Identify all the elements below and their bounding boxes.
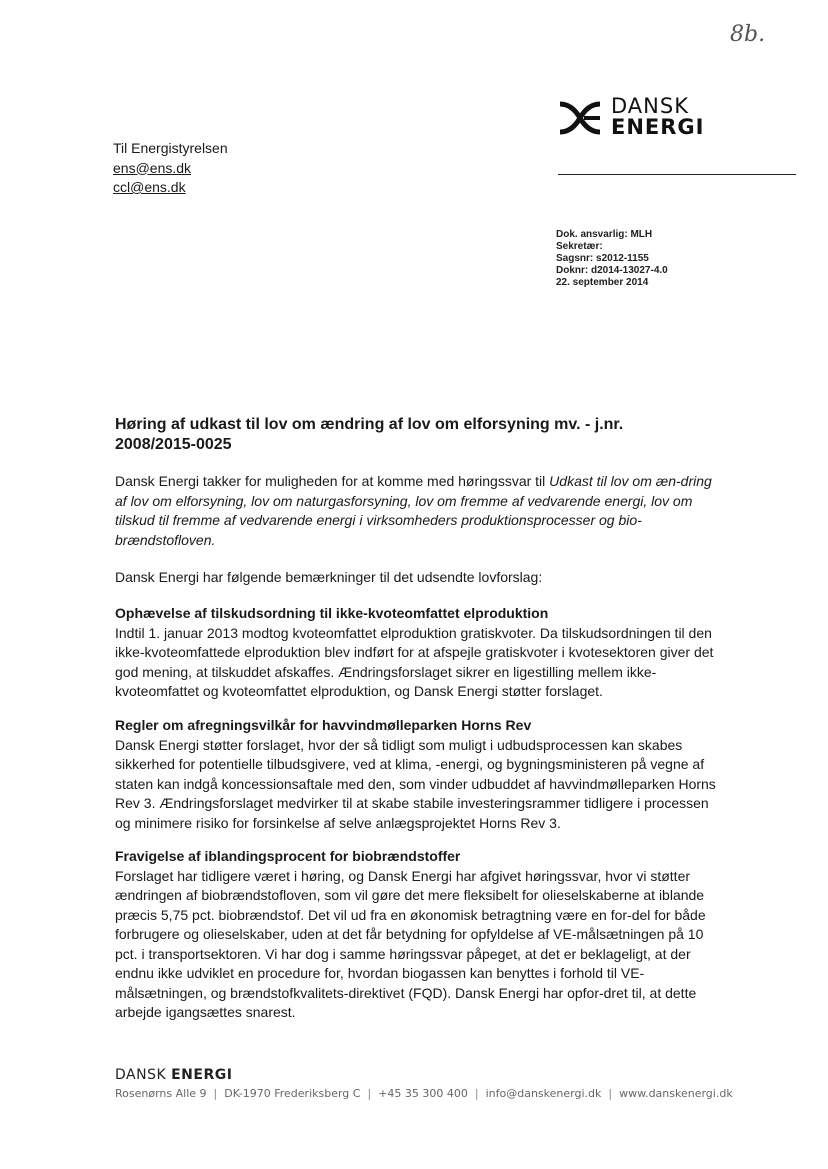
intro-bill-title: Udkast til lov om æn-dring af lov om elforsyning, lov om naturgasforsyning, lov om fremme af vedvarende energi, lov om tilskud til fremme af vedvarende energi i virksomheders produktionsprocesser og bio-brændstofloven. bbox=[115, 473, 712, 548]
footer-city: DK-1970 Frederiksberg C bbox=[224, 1087, 361, 1100]
section-heading: Regler om afregningsvilkår for havvindmølleparken Horns Rev bbox=[115, 717, 532, 733]
logo-mark-icon bbox=[558, 100, 602, 136]
section-heading: Ophævelse af tilskudsordning til ikke-kvoteomfattet elproduktion bbox=[115, 605, 549, 621]
section-text: Forslaget har tidligere været i høring, og Dansk Energi har afgivet høringssvar, hvor vi støtter ændringen af biobrændstofloven, som vil gøre det mere fleksibelt for olieselskaberne at iblande præcis 5,75 pct. biobrændstof. Det vil ud fra en økonomisk betragtning være en for-del for både forbrugere og olieselskaber, uden at det får betydning for opfyldelse af VE-målsætningen på 10 pct. i transportsektoren. Vi har dog i samme høringssvar påpeget, at det er beklageligt, at der endnu ikke udviklet en procedure for, hvordan biogassen kan benyttes i forhold til VE-målsætningen, og brændstofkvalitets-direktivet (FQD). Dansk Energi har opfor-dret til, at dette arbejde igangsættes snarest. bbox=[115, 867, 706, 1020]
logo-word-dansk: DANSK bbox=[611, 94, 689, 118]
doc-responsible: Dok. ansvarlig: MLH bbox=[556, 229, 653, 240]
logo-word-energi: ENERGI bbox=[611, 115, 705, 139]
recipient-cc-email-link[interactable]: ccl@ens.dk bbox=[113, 179, 186, 195]
header-rule bbox=[558, 174, 796, 175]
footer-separator: | bbox=[608, 1087, 613, 1100]
section-quota-subsidy bbox=[115, 604, 723, 702]
footer-brand-light: DANSK bbox=[115, 1067, 167, 1083]
doc-date: 22. september 2014 bbox=[556, 277, 649, 288]
doc-secretary: Sekretær: bbox=[556, 241, 603, 252]
dansk-energi-logo bbox=[558, 94, 705, 142]
footer-separator: | bbox=[213, 1087, 218, 1100]
section-text: Dansk Energi støtter forslaget, hvor der så tidligt som muligt i udbudsprocessen kan skabes sikkerhed for potentielle tilbudsgivere, ved at klima, -energi, og bygningsministeren på vegne af staten kan indgå koncessionsaftale med den, som vinder udbuddet af havvindmølleparken Horns Rev 3. Ændringsforslaget medvirker til at skabe stabile investeringsrammer tidligere i processen og minimere risiko for forsinkelse af selve anlægsprojektet Horns Rev 3. bbox=[115, 736, 716, 831]
section-text: Indtil 1. januar 2013 modtog kvoteomfattet elproduktion gratiskvoter. Da tilskudsordningen til den ikke-kvoteomfattede elproduktion blev indført for at afspejle gratiskvoter i kvotesektoren giver det god mening, at tilskuddet afskaffes. Ændringsforslaget sikrer en ligestilling mellem ikke-kvoteomfattet og kvoteomfattet elproduktion, og Dansk Energi støtter forslaget. bbox=[115, 624, 714, 699]
footer-email[interactable]: info@danskenergi.dk bbox=[485, 1087, 602, 1100]
footer-address: Rosenørns Alle 9 bbox=[115, 1087, 207, 1100]
document-metadata bbox=[556, 229, 668, 289]
intro-lead-text: Dansk Energi takker for muligheden for at komme med høringssvar til bbox=[115, 473, 550, 489]
footer-contact-line bbox=[115, 1087, 733, 1100]
footer-phone: +45 35 300 400 bbox=[378, 1087, 468, 1100]
letter-subject: Høring af udkast til lov om ændring af lov om elforsyning mv. - j.nr. 2008/2015-0025 bbox=[115, 416, 624, 453]
footer-separator: | bbox=[474, 1087, 479, 1100]
footer-brand bbox=[115, 1067, 733, 1083]
intro-paragraph bbox=[115, 472, 723, 550]
doc-document-number: Doknr: d2014-13027-4.0 bbox=[556, 265, 668, 276]
recipient-block bbox=[113, 139, 228, 198]
recipient-name: Til Energistyrelsen bbox=[113, 140, 228, 156]
handwritten-annotation: 8b. bbox=[730, 22, 766, 47]
remarks-intro-text: Dansk Energi har følgende bemærkninger til det udsendte lovforslag: bbox=[115, 569, 543, 585]
section-horns-rev bbox=[115, 716, 723, 833]
footer-brand-bold: ENERGI bbox=[171, 1067, 233, 1083]
footer-separator: | bbox=[367, 1087, 372, 1100]
footer-website[interactable]: www.danskenergi.dk bbox=[619, 1087, 733, 1100]
doc-case-number: Sagsnr: s2012-1155 bbox=[556, 253, 649, 264]
section-heading: Fravigelse af iblandingsprocent for biobrændstoffer bbox=[115, 848, 461, 864]
recipient-email-link[interactable]: ens@ens.dk bbox=[113, 159, 192, 176]
letter-footer bbox=[115, 1067, 733, 1100]
section-biofuels bbox=[115, 847, 723, 1023]
remarks-intro-paragraph bbox=[115, 568, 723, 588]
